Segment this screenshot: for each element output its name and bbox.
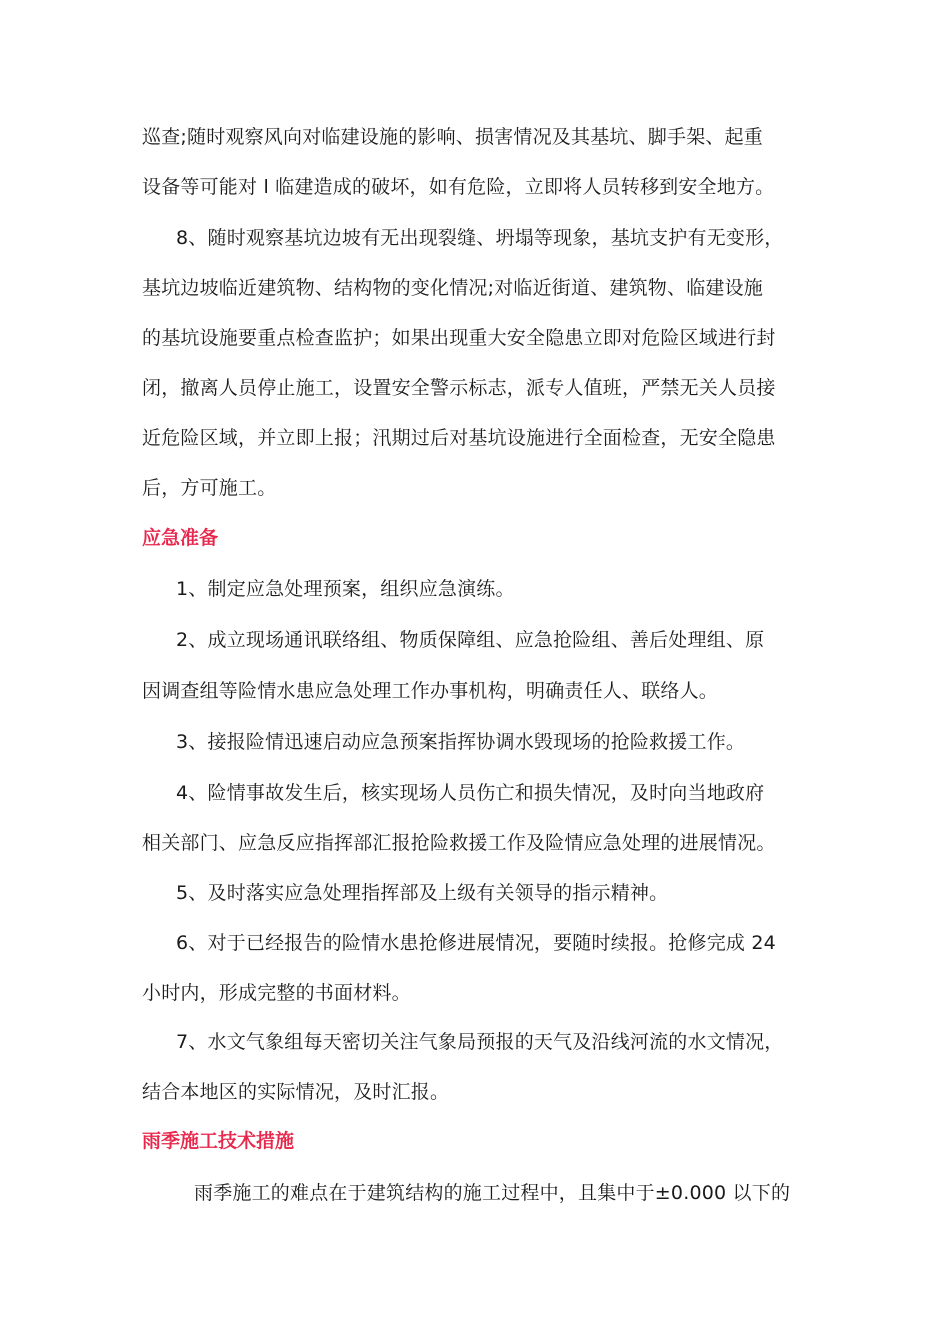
emergency-item-7-line: 结合本地区的实际情况，及时汇报。 xyxy=(142,1081,450,1103)
emergency-item-6-line: 6、对于已经报告的险情水患抢修进展情况，要随时续报。抢修完成 24 xyxy=(176,932,776,954)
section-heading-rain: 雨季施工技术措施 xyxy=(142,1130,295,1152)
emergency-item-2-line: 2、成立现场通讯联络组、物质保障组、应急抢险组、善后处理组、原 xyxy=(176,629,765,651)
item-8-line: 后，方可施工。 xyxy=(142,477,277,499)
item-8-line: 基坑边坡临近建筑物、结构物的变化情况;对临近街道、建筑物、临建设施 xyxy=(142,277,764,299)
item-8-line: 的基坑设施要重点检查监护；如果出现重大安全隐患立即对危险区域进行封 xyxy=(142,327,776,349)
emergency-item-7-line: 7、水文气象组每天密切关注气象局预报的天气及沿线河流的水文情况， xyxy=(176,1031,784,1053)
emergency-item-2-line: 因调查组等险情水患应急处理工作办事机构，明确责任人、联络人。 xyxy=(142,680,719,702)
paragraph-line: 巡查;随时观察风向对临建设施的影响、损害情况及其基坑、脚手架、起重 xyxy=(142,126,764,148)
emergency-item-4-line: 4、险情事故发生后，核实现场人员伤亡和损失情况，及时向当地政府 xyxy=(176,782,765,804)
emergency-item-5: 5、及时落实应急处理指挥部及上级有关领导的指示精神。 xyxy=(176,882,669,904)
emergency-item-1: 1、制定应急处理预案，组织应急演练。 xyxy=(176,578,515,600)
item-8-line: 8、随时观察基坑边坡有无出现裂缝、坍塌等现象，基坑支护有无变形， xyxy=(176,227,784,249)
section-heading-emergency: 应急准备 xyxy=(142,527,219,549)
emergency-item-4-line: 相关部门、应急反应指挥部汇报抢险救援工作及险情应急处理的进展情况。 xyxy=(142,832,776,854)
item-8-line: 闭，撤离人员停止施工，设置安全警示标志，派专人值班，严禁无关人员接 xyxy=(142,377,776,399)
paragraph-line: 设备等可能对 l 临建造成的破坏，如有危险，立即将人员转移到安全地方。 xyxy=(142,176,775,198)
item-8-line: 近危险区域，并立即上报；汛期过后对基坑设施进行全面检查，无安全隐患 xyxy=(142,427,776,449)
rain-intro-line: 雨季施工的难点在于建筑结构的施工过程中，且集中于±0.000 以下的 xyxy=(194,1182,791,1204)
emergency-item-6-line: 小时内，形成完整的书面材料。 xyxy=(142,982,411,1004)
emergency-item-3: 3、接报险情迅速启动应急预案指挥协调水毁现场的抢险救援工作。 xyxy=(176,731,746,753)
